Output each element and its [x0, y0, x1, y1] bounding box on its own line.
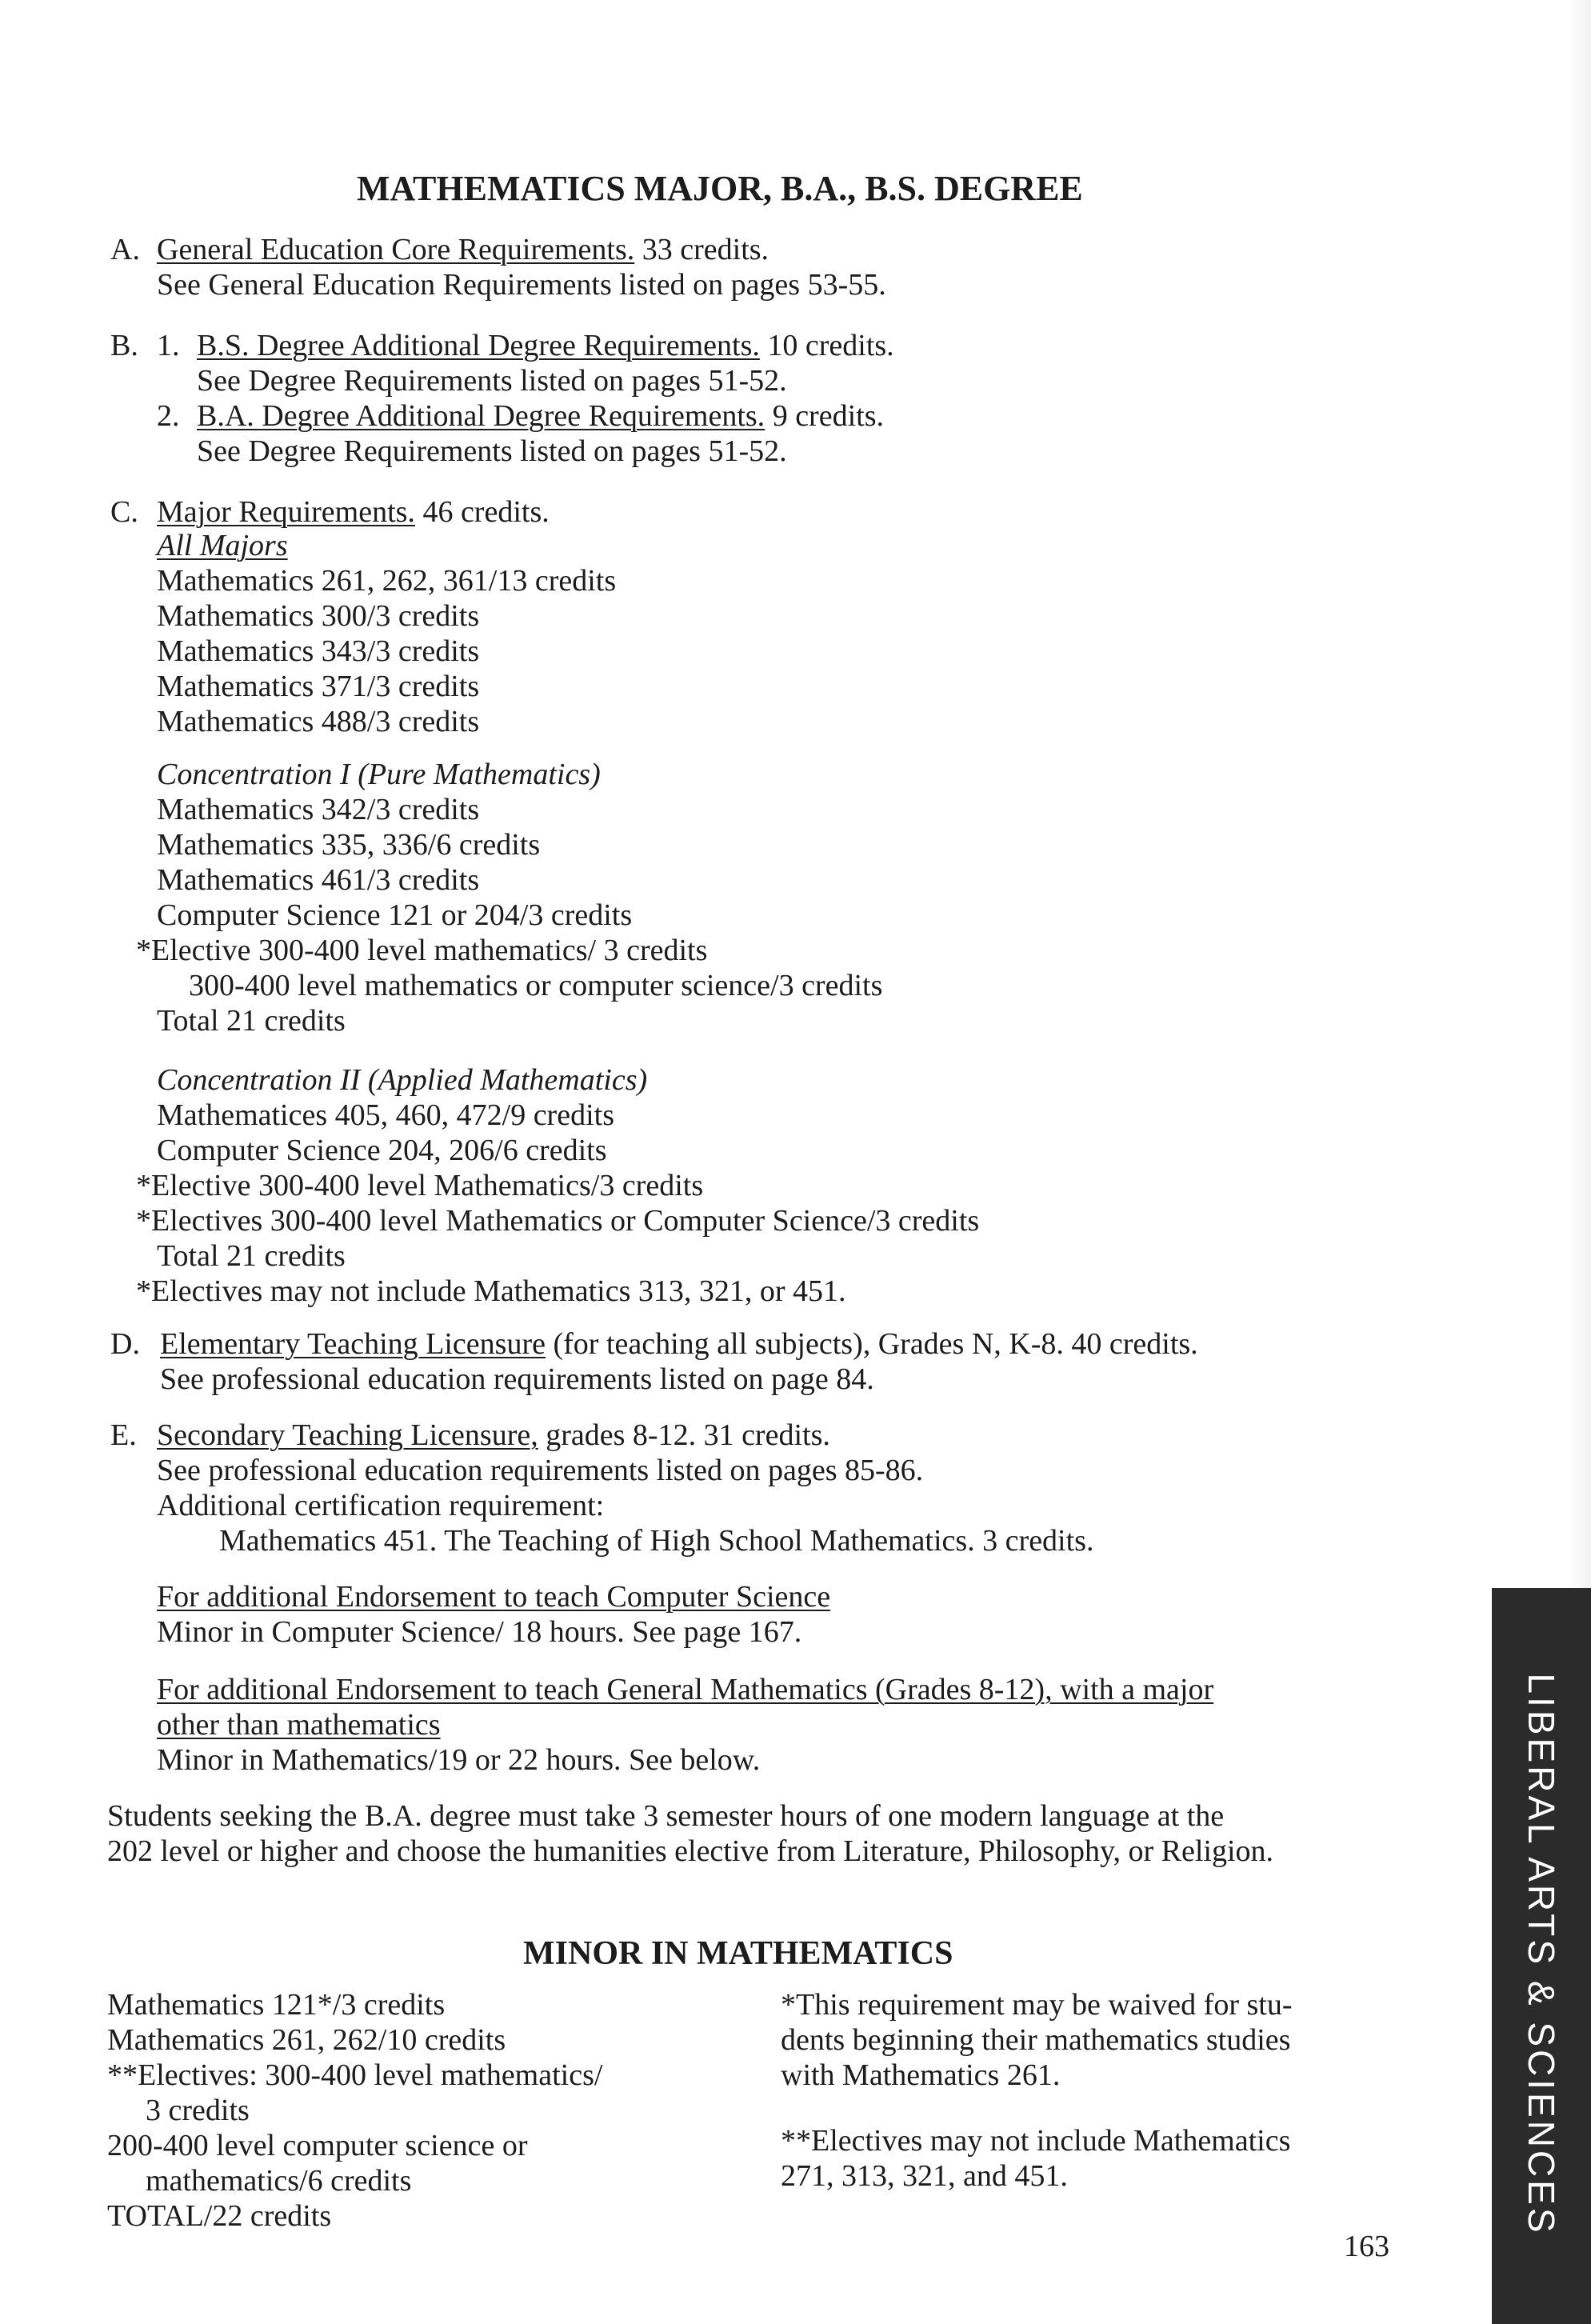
section-b-item1-heading: B.S. Degree Additional Degree Requirements.: [197, 329, 760, 362]
list-item: Mathematics 300/3 credits: [157, 599, 480, 633]
concentration-1-label: Concentration I (Pure Mathematics): [157, 758, 601, 791]
section-b-item2-credits: 9 credits.: [765, 399, 884, 433]
list-item: Mathematices 405, 460, 472/9 credits: [157, 1098, 614, 1132]
minor-requirements-list: [107, 1987, 602, 2234]
section-c-letter: C.: [110, 495, 138, 529]
section-b-item1: [197, 328, 894, 363]
note-line: **Electives may not include Mathematics: [781, 2124, 1291, 2158]
concentration-2-footnote: *Electives may not include Mathematics 313, 321, or 451.: [136, 1274, 846, 1308]
list-item: Computer Science 121 or 204/3 credits: [157, 898, 633, 932]
concentration-1-elective-1: *Elective 300-400 level mathematics/ 3 credits: [136, 934, 708, 967]
section-side-tab: [1492, 1588, 1591, 2324]
minor-note-1: [781, 1987, 1292, 2093]
note-line: with Mathematics 261.: [781, 2058, 1061, 2092]
endorsement-2-text: Minor in Mathematics/19 or 22 hours. See below.: [157, 1743, 761, 1777]
endorsement-2-heading-line-1: [157, 1672, 1213, 1707]
page-number: 163: [1344, 2230, 1389, 2263]
page-edge-shadow: [1568, 0, 1591, 1588]
concentration-1-elective-2: 300-400 level mathematics or computer science/3 credits: [189, 969, 883, 1002]
list-item: mathematics/6 credits: [146, 2164, 412, 2198]
list-item: Mathematics 371/3 credits: [157, 670, 480, 703]
side-tab-label: LIBERAL ARTS & SCIENCES: [1521, 1673, 1562, 2236]
list-item: TOTAL/22 credits: [107, 2199, 332, 2233]
minor-title: MINOR IN MATHEMATICS: [523, 1935, 953, 1972]
list-item: Mathematics 342/3 credits: [157, 793, 480, 826]
note-line: *This requirement may be waived for stu-: [781, 1988, 1293, 2022]
section-b-item2-num: 2.: [157, 399, 180, 433]
section-e-letter: E.: [110, 1418, 137, 1452]
section-b-item1-note: See Degree Requirements listed on pages 51-52.: [197, 364, 787, 398]
section-c-line: [157, 494, 550, 530]
page-title: MATHEMATICS MAJOR, B.A., B.S. DEGREE: [357, 169, 1083, 208]
section-a-note: See General Education Requirements listed on pages 53-55.: [157, 268, 886, 302]
section-a-heading: General Education Core Requirements.: [157, 233, 635, 266]
section-d-line: [160, 1326, 1198, 1362]
list-item: 200-400 level computer science or: [107, 2129, 528, 2162]
list-item: Mathematics 335, 336/6 credits: [157, 828, 541, 862]
section-e-note-2: Additional certification requirement:: [157, 1489, 605, 1522]
section-b-item2: [197, 398, 884, 434]
section-e-heading: Secondary Teaching Licensure,: [157, 1418, 538, 1452]
list-item: Mathematics 261, 262/10 credits: [107, 2023, 506, 2057]
all-majors-label: [157, 528, 288, 563]
all-majors-label-text: All Majors: [157, 529, 288, 562]
concentration-1-list: [157, 792, 632, 933]
section-b-letter: B.: [110, 329, 138, 362]
list-item: Mathematics 121*/3 credits: [107, 1988, 446, 2022]
endorsement-1-text: Minor in Computer Science/ 18 hours. See page 167.: [157, 1615, 802, 1649]
list-item: Mathematics 343/3 credits: [157, 634, 480, 668]
note-line: dents beginning their mathematics studies: [781, 2023, 1291, 2057]
section-b-item1-credits: 10 credits.: [759, 329, 894, 362]
note-line: 271, 313, 321, and 451.: [781, 2159, 1068, 2193]
section-c-credits: 46 credits.: [414, 495, 550, 529]
section-b-item2-note: See Degree Requirements listed on pages 51-52.: [197, 434, 787, 468]
concentration-2-label: Concentration II (Applied Mathematics): [157, 1063, 648, 1097]
concentration-2-elective-2: *Electives 300-400 level Mathematics or Computer Science/3 credits: [136, 1204, 980, 1238]
ba-note-line-2: 202 level or higher and choose the humanities elective from Literature, Philosophy, or Religion.: [107, 1834, 1274, 1868]
list-item: **Electives: 300-400 level mathematics/: [107, 2058, 603, 2092]
all-majors-list: [157, 563, 616, 739]
endorsement-1-heading: [157, 1579, 830, 1614]
section-a-line: [157, 232, 769, 267]
section-d-rest: (for teaching all subjects), Grades N, K-8. 40 credits.: [545, 1327, 1198, 1361]
endorsement-2-heading-line-1-text: For additional Endorsement to teach General Mathematics (Grades 8-12), with a major: [157, 1673, 1214, 1706]
section-d-heading: Elementary Teaching Licensure: [160, 1327, 546, 1361]
section-a-credits: 33 credits.: [634, 233, 770, 266]
minor-note-2: [781, 2123, 1290, 2194]
concentration-1-total: Total 21 credits: [157, 1004, 346, 1038]
section-e-rest: grades 8-12. 31 credits.: [538, 1418, 830, 1452]
list-item: Mathematics 261, 262, 361/13 credits: [157, 564, 617, 598]
list-item: Computer Science 204, 206/6 credits: [157, 1134, 607, 1167]
section-d-note: See professional education requirements listed on page 84.: [160, 1362, 874, 1396]
section-a-letter: A.: [110, 233, 140, 266]
section-b-item1-num: 1.: [157, 329, 180, 362]
list-item: Mathematics 461/3 credits: [157, 863, 480, 897]
endorsement-2-heading-line-2: [157, 1707, 441, 1742]
endorsement-1-heading-text: For additional Endorsement to teach Computer Science: [157, 1580, 831, 1614]
list-item: Mathematics 488/3 credits: [157, 705, 480, 738]
section-d-letter: D.: [110, 1327, 140, 1361]
section-b-item2-heading: B.A. Degree Additional Degree Requirements.: [197, 399, 766, 433]
concentration-2-list: [157, 1098, 614, 1168]
ba-note-line-1: Students seeking the B.A. degree must take 3 semester hours of one modern language at the: [107, 1799, 1225, 1833]
endorsement-2-heading-line-2-text: other than mathematics: [157, 1708, 441, 1742]
concentration-2-elective-1: *Elective 300-400 level Mathematics/3 credits: [136, 1169, 704, 1202]
section-c-heading: Major Requirements.: [157, 495, 415, 529]
section-e-note-3: Mathematics 451. The Teaching of High School Mathematics. 3 credits.: [219, 1524, 1094, 1558]
section-e-line: [157, 1418, 830, 1453]
section-e-note-1: See professional education requirements listed on pages 85-86.: [157, 1454, 924, 1487]
concentration-2-total: Total 21 credits: [157, 1239, 346, 1273]
list-item: 3 credits: [146, 2094, 250, 2127]
